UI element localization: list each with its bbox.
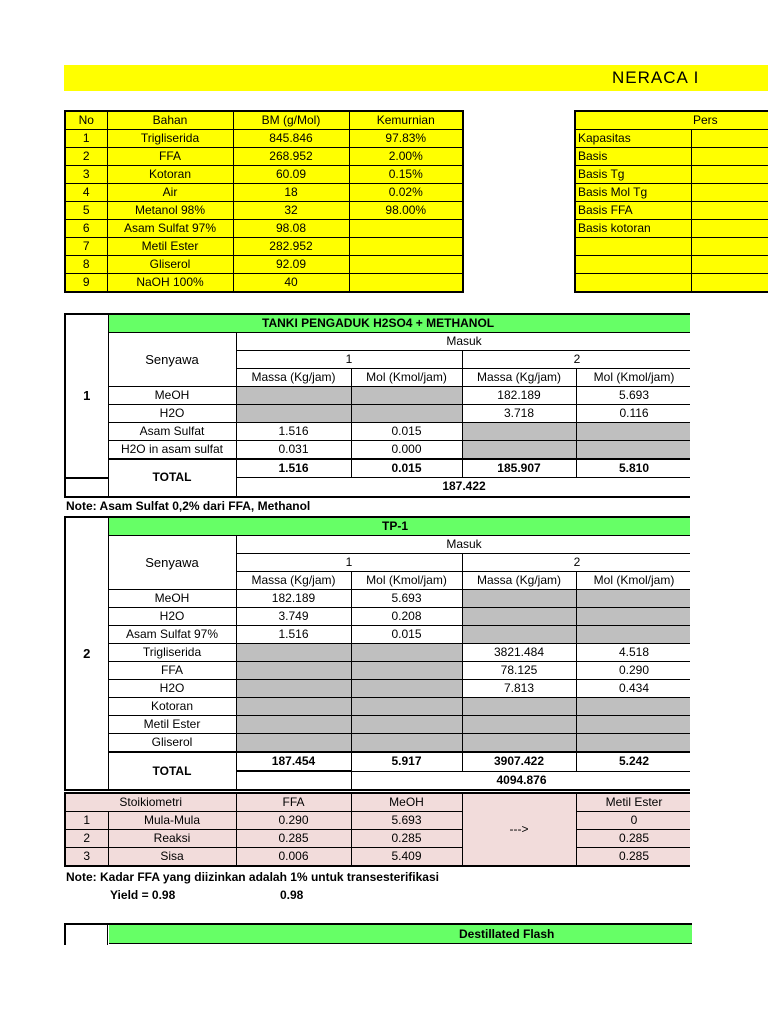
cell: 0.434	[576, 680, 690, 698]
table-row	[65, 220, 463, 238]
stoik-header-ffa: FFA	[236, 793, 351, 812]
cell	[236, 405, 351, 423]
cell	[236, 387, 351, 405]
cell: 0.290	[576, 662, 690, 680]
cell: Metil Ester	[107, 238, 233, 256]
total-cell: 5.917	[351, 752, 462, 771]
cell: 0.285	[576, 830, 690, 848]
masuk-header: Masuk	[236, 536, 690, 554]
bahan-table-wrap	[64, 110, 464, 293]
cell	[462, 590, 576, 608]
cell	[575, 111, 691, 130]
cell	[236, 771, 351, 790]
cell	[108, 314, 236, 333]
table-row	[65, 423, 690, 441]
cell: 7.813	[462, 680, 576, 698]
cell: 0.208	[351, 608, 462, 626]
table-row	[65, 405, 690, 423]
cell	[462, 441, 576, 460]
section1-note: Note: Asam Sulfat 0,2% dari FFA, Methanol	[66, 499, 311, 513]
cell: 5.693	[576, 387, 690, 405]
cell	[462, 626, 576, 644]
cell	[462, 608, 576, 626]
reaction-arrow: --->	[462, 793, 576, 866]
section3-wrap	[64, 923, 692, 945]
cell: 7	[65, 238, 107, 256]
stoik-header-label: Stoikiometri	[65, 793, 236, 812]
persamaan-table-wrap	[574, 110, 768, 293]
table-row	[65, 536, 690, 554]
table-row	[65, 202, 463, 220]
section3-title-bar	[109, 925, 692, 944]
bahan-header-kemurnian: Kemurnian	[349, 111, 463, 130]
stream2-header: 2	[462, 554, 690, 572]
total-cell: 187.454	[236, 752, 351, 771]
table-row	[65, 130, 463, 148]
cell	[575, 256, 691, 274]
table-row	[65, 238, 463, 256]
total-cell: 1.516	[236, 459, 351, 478]
cell: Gliserol	[107, 256, 233, 274]
cell: 3.749	[236, 608, 351, 626]
cell: 98.08	[233, 220, 349, 238]
masuk-header: Masuk	[236, 333, 690, 351]
col-mol: Mol (Kmol/jam)	[576, 369, 690, 387]
cell	[351, 698, 462, 716]
cell: 3821.484	[462, 644, 576, 662]
table-row	[575, 274, 768, 293]
stoik-header-meoh: MeOH	[351, 793, 462, 812]
table-row	[65, 644, 690, 662]
cell: 2	[65, 830, 108, 848]
table-row	[65, 590, 690, 608]
cell: Basis	[575, 148, 691, 166]
cell	[462, 423, 576, 441]
section2-number: 2	[65, 517, 108, 790]
compound-name: Asam Sulfat	[108, 423, 236, 441]
stream1-header: 1	[236, 351, 462, 369]
cell: 5	[65, 202, 107, 220]
section2-title-row	[65, 517, 690, 536]
table-row	[65, 459, 690, 478]
section3-title: Destillated Flash	[459, 927, 555, 941]
cell: 6	[65, 220, 107, 238]
cell: Sisa	[108, 848, 236, 867]
cell: Kotoran	[107, 166, 233, 184]
compound-name: MeOH	[108, 590, 236, 608]
total-cell: 5.810	[576, 459, 690, 478]
cell: 97.83%	[349, 130, 463, 148]
compound-name: Trigliserida	[108, 644, 236, 662]
cell	[576, 698, 690, 716]
col-massa: Massa (Kg/jam)	[462, 369, 576, 387]
table-row	[65, 752, 690, 771]
cell	[351, 644, 462, 662]
compound-name: H2O	[108, 608, 236, 626]
table-row	[65, 812, 690, 830]
table-row	[65, 333, 690, 351]
cell: 98.00%	[349, 202, 463, 220]
cell: 0.015	[351, 626, 462, 644]
cell: Basis Mol Tg	[575, 184, 691, 202]
cell	[462, 698, 576, 716]
cell: Kapasitas	[575, 130, 691, 148]
col-mol: Mol (Kmol/jam)	[351, 572, 462, 590]
stoik-note: Note: Kadar FFA yang diizinkan adalah 1% untuk transesterifikasi	[66, 870, 439, 884]
cell	[575, 274, 691, 293]
table-row	[575, 238, 768, 256]
persamaan-table	[574, 110, 768, 293]
total-label: TOTAL	[108, 752, 236, 790]
col-massa: Massa (Kg/jam)	[236, 572, 351, 590]
compound-name: H2O	[108, 405, 236, 423]
cell: 282.952	[233, 238, 349, 256]
cell	[236, 644, 351, 662]
cell: 845.846	[233, 130, 349, 148]
cell	[691, 220, 768, 238]
total-label: TOTAL	[108, 459, 236, 497]
cell: 0.285	[351, 830, 462, 848]
cell: 5.693	[351, 812, 462, 830]
table-row	[65, 698, 690, 716]
cell: 92.09	[233, 256, 349, 274]
cell	[65, 478, 108, 497]
cell	[351, 734, 462, 753]
cell: 0.285	[236, 830, 351, 848]
cell: 3	[65, 166, 107, 184]
cell	[576, 441, 690, 460]
cell: 3	[65, 848, 108, 867]
cell: 1.516	[236, 423, 351, 441]
table-row	[65, 734, 690, 753]
cell	[351, 662, 462, 680]
cell	[576, 626, 690, 644]
bahan-header-bm: BM (g/Mol)	[233, 111, 349, 130]
cell	[691, 148, 768, 166]
cell: 0.290	[236, 812, 351, 830]
cell: FFA	[107, 148, 233, 166]
cell	[576, 590, 690, 608]
table-row	[65, 387, 690, 405]
compound-name: Asam Sulfat 97%	[108, 626, 236, 644]
cell: 0.015	[351, 423, 462, 441]
cell	[349, 220, 463, 238]
cell: 182.189	[462, 387, 576, 405]
cell	[351, 387, 462, 405]
cell	[349, 256, 463, 274]
table-row	[65, 256, 463, 274]
compound-name: MeOH	[108, 387, 236, 405]
section1-title: TANKI PENGADUK H2SO4 + METHANOL	[236, 314, 690, 333]
col-mol: Mol (Kmol/jam)	[576, 572, 690, 590]
stoik-header-row	[65, 793, 690, 812]
cell	[349, 238, 463, 256]
section2-wrap	[64, 516, 690, 791]
grand-total: 4094.876	[351, 771, 690, 790]
cell: 2.00%	[349, 148, 463, 166]
cell: 0.116	[576, 405, 690, 423]
yield-label: Yield = 0.98	[110, 888, 176, 902]
table-row	[575, 256, 768, 274]
cell: 8	[65, 256, 107, 274]
table-row	[65, 148, 463, 166]
cell: Reaksi	[108, 830, 236, 848]
bahan-header-bahan: Bahan	[107, 111, 233, 130]
cell: 9	[65, 274, 107, 293]
cell: Asam Sulfat 97%	[107, 220, 233, 238]
cell	[351, 680, 462, 698]
total-cell: 5.242	[576, 752, 690, 771]
cell	[236, 680, 351, 698]
table-row	[65, 830, 690, 848]
col-massa: Massa (Kg/jam)	[236, 369, 351, 387]
cell: Mula-Mula	[108, 812, 236, 830]
cell: 0.031	[236, 441, 351, 460]
cell	[576, 716, 690, 734]
cell: 5.409	[351, 848, 462, 867]
cell	[691, 202, 768, 220]
table-row	[575, 148, 768, 166]
section3-number-cell	[66, 925, 108, 945]
table-row	[575, 130, 768, 148]
stoik-header-ester: Metil Ester	[576, 793, 690, 812]
cell	[691, 274, 768, 293]
cell	[351, 405, 462, 423]
cell	[236, 734, 351, 753]
table-row	[575, 166, 768, 184]
compound-name: H2O	[108, 680, 236, 698]
grand-total: 187.422	[236, 478, 690, 497]
cell: 0.000	[351, 441, 462, 460]
senyawa-header: Senyawa	[108, 536, 236, 590]
cell	[691, 238, 768, 256]
section2-title: TP-1	[236, 517, 690, 536]
cell	[691, 256, 768, 274]
cell: 3.718	[462, 405, 576, 423]
table-row	[575, 202, 768, 220]
cell	[351, 716, 462, 734]
compound-name: Gliserol	[108, 734, 236, 753]
cell	[462, 734, 576, 753]
section1-title-row	[65, 314, 690, 333]
cell: Air	[107, 184, 233, 202]
stoikiometri-wrap	[64, 792, 690, 867]
cell: NaOH 100%	[107, 274, 233, 293]
cell	[236, 662, 351, 680]
cell	[236, 716, 351, 734]
table-row	[65, 662, 690, 680]
stoikiometri-table	[64, 792, 690, 867]
cell	[108, 517, 236, 536]
cell: Trigliserida	[107, 130, 233, 148]
compound-name: H2O in asam sulfat	[108, 441, 236, 460]
section1-number: 1	[65, 314, 108, 478]
cell: 4	[65, 184, 107, 202]
table-row	[65, 166, 463, 184]
cell	[575, 238, 691, 256]
cell: 2	[65, 148, 107, 166]
cell: 1.516	[236, 626, 351, 644]
cell: 182.189	[236, 590, 351, 608]
bahan-table	[64, 110, 464, 293]
table-row	[575, 184, 768, 202]
cell: 0.02%	[349, 184, 463, 202]
cell	[349, 274, 463, 293]
cell: 0	[576, 812, 690, 830]
cell: 0.15%	[349, 166, 463, 184]
col-mol: Mol (Kmol/jam)	[351, 369, 462, 387]
bahan-header-no: No	[65, 111, 107, 130]
table-row	[65, 608, 690, 626]
cell	[236, 698, 351, 716]
cell: 5.693	[351, 590, 462, 608]
cell: 1	[65, 812, 108, 830]
cell: 0.006	[236, 848, 351, 867]
cell	[691, 184, 768, 202]
bahan-header-row	[65, 111, 463, 130]
persamaan-header: Pers	[691, 111, 768, 130]
table-row	[65, 274, 463, 293]
cell: Basis FFA	[575, 202, 691, 220]
cell: 60.09	[233, 166, 349, 184]
yield-value: 0.98	[280, 888, 304, 902]
cell	[691, 130, 768, 148]
table-row	[575, 111, 768, 130]
compound-name: Kotoran	[108, 698, 236, 716]
page-title: NERACA I	[612, 68, 700, 87]
title-banner	[64, 65, 768, 91]
section1-wrap	[64, 313, 690, 498]
total-cell: 3907.422	[462, 752, 576, 771]
table-row	[65, 626, 690, 644]
table-row	[65, 184, 463, 202]
cell: 268.952	[233, 148, 349, 166]
compound-name: FFA	[108, 662, 236, 680]
senyawa-header: Senyawa	[108, 333, 236, 387]
stream2-header: 2	[462, 351, 690, 369]
cell: Basis Tg	[575, 166, 691, 184]
cell: Metanol 98%	[107, 202, 233, 220]
total-cell: 185.907	[462, 459, 576, 478]
table-row	[65, 680, 690, 698]
section1-table	[64, 313, 690, 498]
cell: 4.518	[576, 644, 690, 662]
total-cell: 0.015	[351, 459, 462, 478]
table-row	[65, 716, 690, 734]
cell	[576, 734, 690, 753]
table-row	[65, 441, 690, 460]
col-massa: Massa (Kg/jam)	[462, 572, 576, 590]
cell	[576, 423, 690, 441]
cell: 1	[65, 130, 107, 148]
section2-table	[64, 516, 690, 791]
cell: 18	[233, 184, 349, 202]
table-row	[575, 220, 768, 238]
compound-name: Metil Ester	[108, 716, 236, 734]
cell	[691, 166, 768, 184]
cell: Basis kotoran	[575, 220, 691, 238]
cell	[576, 608, 690, 626]
cell: 0.285	[576, 848, 690, 867]
stream1-header: 1	[236, 554, 462, 572]
cell: 32	[233, 202, 349, 220]
cell: 40	[233, 274, 349, 293]
table-row	[65, 848, 690, 867]
cell: 78.125	[462, 662, 576, 680]
cell	[462, 716, 576, 734]
